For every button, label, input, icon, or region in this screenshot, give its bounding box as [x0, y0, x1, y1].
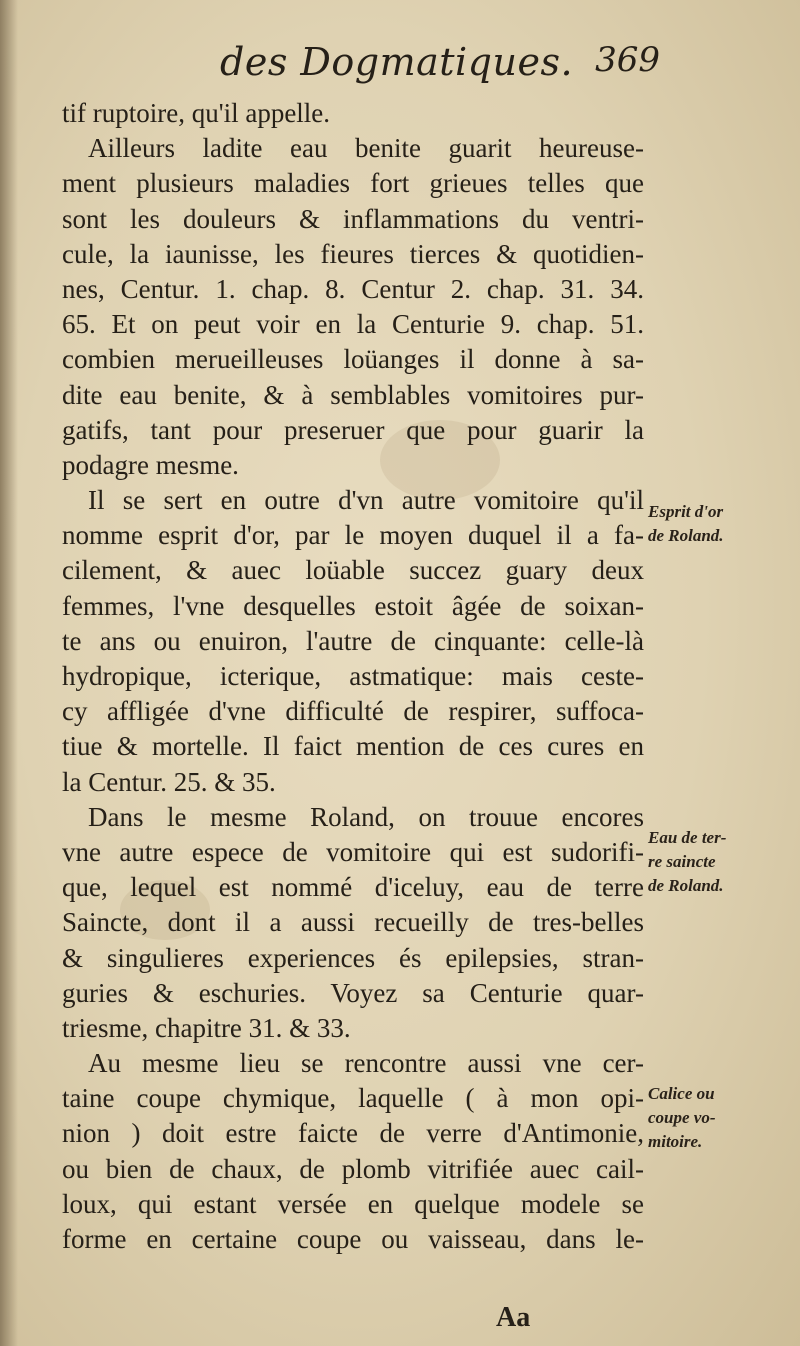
- text-line: Saincte, dont il a aussi recueilly de tres-belles: [62, 907, 644, 938]
- page-number: 369: [595, 40, 660, 80]
- text-line: femmes, l'vne desquelles estoit âgée de soixan-: [62, 590, 644, 621]
- margin-note-esprit-dor: [648, 500, 796, 548]
- text-line: Il se sert en outre d'vn autre vomitoire qu'il: [88, 485, 644, 516]
- margin-note-line: coupe vo-: [648, 1108, 716, 1127]
- text-line: la Centur. 25. & 35.: [62, 766, 276, 797]
- signature-mark: Aa: [496, 1302, 531, 1333]
- text-line: 65. Et on peut voir en la Centurie 9. chap. 51.: [62, 309, 644, 340]
- text-line: hydropique, icterique, astmatique: mais ceste-: [62, 661, 644, 691]
- text-line: cule, la iaunisse, les fieures tierces & quotidien-: [62, 238, 644, 269]
- text-line: Ailleurs ladite eau benite guarit heureuse-: [88, 133, 644, 164]
- text-line: que, lequel est nommé d'iceluy, eau de terre: [62, 872, 644, 903]
- text-line: & singulieres experiences és epilepsies, stran-: [62, 942, 644, 973]
- text-line: sont les douleurs & inflammations du ventri-: [62, 203, 644, 234]
- text-line: tif ruptoire, qu'il appelle.: [62, 98, 331, 128]
- text-line: ment plusieurs maladies fort grieues telles que: [62, 168, 644, 199]
- running-title: des Dogmatiques.: [220, 40, 574, 84]
- text-line: vne autre espece de vomitoire qui est sudorifi-: [62, 836, 644, 867]
- text-line: nion ) doit estre faicte de verre d'Antimonie,: [62, 1118, 644, 1149]
- text-line: guries & eschuries. Voyez sa Centurie quar-: [62, 977, 644, 1008]
- margin-note-line: re saincte: [648, 852, 716, 871]
- text-line: Au mesme lieu se rencontre aussi vne cer-: [88, 1048, 644, 1079]
- text-line: te ans ou enuiron, l'autre de cinquante: celle-là: [62, 625, 644, 656]
- page-gutter-shadow: [0, 0, 18, 1346]
- text-line: nes, Centur. 1. chap. 8. Centur 2. chap. 31. 34.: [62, 273, 644, 304]
- margin-note-line: Calice ou: [648, 1084, 715, 1103]
- margin-note-line: de Roland.: [648, 876, 724, 895]
- text-line: Dans le mesme Roland, on trouue encores: [88, 801, 644, 832]
- text-line: loux, qui estant versée en quelque modele se: [62, 1188, 644, 1219]
- text-line: forme en certaine coupe ou vaisseau, dans le-: [62, 1224, 644, 1254]
- margin-note-line: Esprit d'or: [648, 502, 724, 521]
- text-line: podagre mesme.: [62, 449, 239, 480]
- text-line: taine coupe chymique, laquelle ( à mon opi-: [62, 1083, 644, 1114]
- margin-note-calice: [648, 1082, 796, 1154]
- body-text: [62, 96, 644, 1257]
- margin-note-eau-de-terre-saincte: [648, 826, 796, 898]
- text-line: combien merueilleuses loüanges il donne à sa-: [62, 344, 644, 375]
- text-line: ou bien de chaux, de plomb vitrifiée auec cail-: [62, 1153, 644, 1184]
- margin-note-line: Eau de ter-: [648, 828, 727, 847]
- text-line: dite eau benite, & à semblables vomitoires pur-: [62, 379, 644, 410]
- text-line: nomme esprit d'or, par le moyen duquel il a fa-: [62, 520, 644, 551]
- margin-note-line: de Roland.: [648, 526, 724, 545]
- text-line: triesme, chapitre 31. & 33.: [62, 1012, 351, 1043]
- text-line: cilement, & auec loüable succez guary deux: [62, 555, 644, 586]
- page-header: [220, 40, 660, 96]
- text-line: cy affligée d'vne difficulté de respirer, suffoca-: [62, 696, 644, 727]
- margin-note-line: mitoire.: [648, 1132, 703, 1151]
- text-line: gatifs, tant pour preseruer que pour guarir la: [62, 414, 644, 445]
- text-line: tiue & mortelle. Il faict mention de ces cures en: [62, 731, 644, 762]
